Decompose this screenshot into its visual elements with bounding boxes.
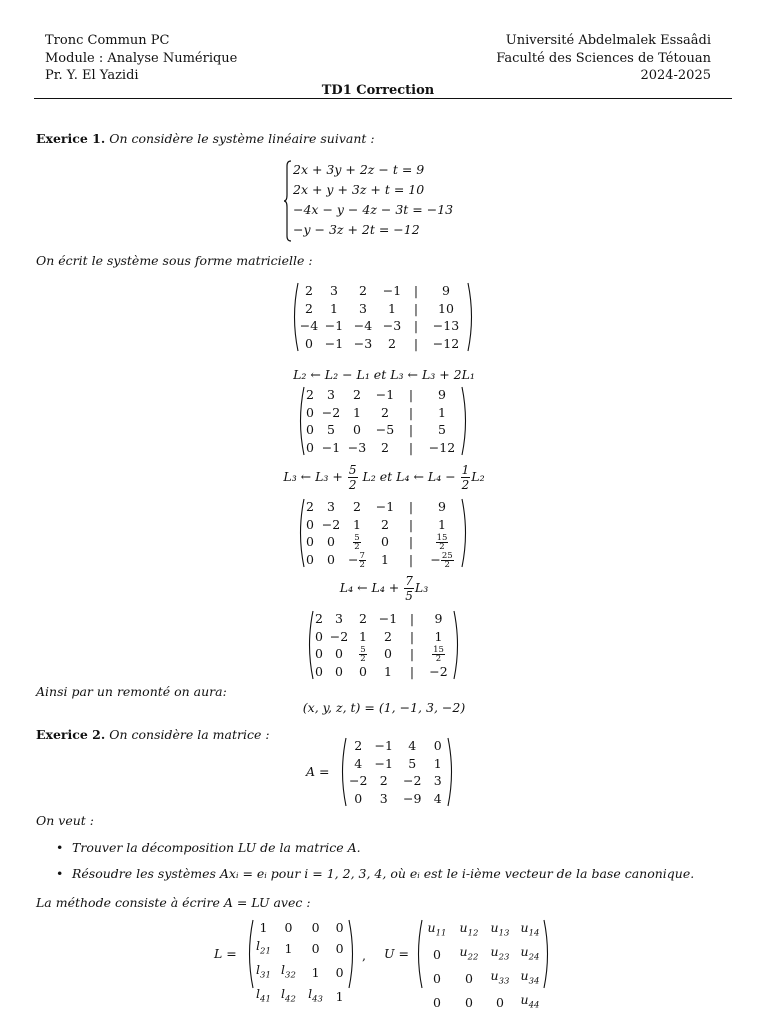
course-name: Tronc Commun PC [45,33,170,48]
exercise-2-statement [36,727,270,742]
augmented-matrix-initial: 2 3 2 −1 | 9 2 1 3 1 | 10 −4 −1 −4 −3 | −13 0 −1 −3 2 | −12 [290,282,476,352]
right-paren [447,737,456,807]
left-paren [290,282,299,352]
header-divider [34,98,732,99]
exercise-1-statement [36,131,375,146]
header-left [45,32,237,85]
matrix-A-label: A = [306,764,330,779]
left-paren [338,737,347,807]
matrix-L-label: L = [214,946,237,961]
right-paren [467,282,476,352]
header-right [496,32,711,85]
university-name: Université Abdelmalek Essaâdi [505,33,711,48]
right-paren [348,919,357,989]
solution: (x, y, z, t) = (1, −1, 3, −2) [302,700,466,715]
right-paren [461,386,470,456]
matrix-A: 2 −1 4 0 4 −1 5 1 −2 2 −2 3 0 3 −9 4 [338,737,456,807]
step-3-operations [0,572,768,604]
professor-name: Pr. Y. El Yazidi [45,68,139,83]
step-3-text-a: L₄ ← L₄ + [339,580,400,595]
step-2-text-b: L₂ et L₄ ← L₄ − [362,469,456,484]
step-2-text-c: L₂ [471,469,485,484]
matrix-U-label: U = [384,946,409,961]
step-1-operations: L₂ ← L₂ − L₁ et L₃ ← L₃ + 2L₁ [293,367,475,382]
step-2-text-a: L₃ ← L₃ + [283,469,343,484]
equation-2: 2x + y + 3z + t = 10 [293,182,425,197]
comma-separator: , [362,948,366,963]
faculty-name: Faculté des Sciences de Tétouan [496,50,711,66]
step-3-text-b: L₃ [414,580,429,595]
right-paren [543,919,552,989]
method-text: La méthode consiste à écrire A = LU avec : [36,895,311,910]
right-paren [453,610,462,680]
equation-3: −4x − y − 4z − 3t = −13 [293,202,454,217]
matrix-L: 1 0 0 0 $l_{21}$ 1 0 0 $l_{31}$ $l_{32}$ 1 0 $l_{41}$ $l_{42}$ $l_{43}$ 1 [245,919,357,989]
step-2-operations [0,461,768,493]
augmented-matrix-step-2: 2 3 2 −1 | 9 0 −2 1 2 | 1 0 0 $\frac{5}{2}$ 0 | $\frac{15}{2}$ 0 0 − $\frac{7}{2}$ 1 | − $\frac{25}{2}$ [296,498,470,568]
objective-item: • Trouver la décomposition LU de la matrice A. [48,838,694,864]
fraction-7-5: $\frac{7}{5}$ [405,574,413,603]
exercise-1-label: Exerice 1. [36,131,106,146]
objectives-intro: On veut : [36,813,94,828]
matrix-U: $u_{11}$ $u_{12}$ $u_{13}$ $u_{14}$ 0 $u_{22}$ $u_{23}$ $u_{24}$ 0 0 $u_{33}$ $u_{34}$ 0 0 0 $u_{44}$ [414,919,552,989]
matrix-form-intro: On écrit le système sous forme matricielle : [36,253,313,268]
fraction-5-2: $\frac{5}{2}$ [348,463,357,492]
exercise-2-label: Exerice 2. [36,727,106,742]
augmented-matrix-step-1: 2 3 2 −1 | 9 0 −2 1 2 | 1 0 5 0 −5 | 5 0 −1 −3 2 | −12 [296,386,470,456]
back-substitution-text: Ainsi par un remonté on aura: [36,684,227,699]
objective-item: • Résoudre les systèmes Axᵢ = eᵢ pour i = 1, 2, 3, 4, où eᵢ est le i-ième vecteur de la base canonique. [48,864,694,890]
exercise-2-intro: On considère la matrice : [109,727,270,742]
fraction-1-2: $\frac{1}{2}$ [461,463,470,492]
exercise-1-intro: On considère le système linéaire suivant : [109,131,375,146]
system-brace [283,160,293,242]
objectives-list [48,838,694,890]
academic-year: 2024-2025 [640,68,711,83]
right-paren [461,498,470,568]
page-title: TD1 Correction [321,83,435,98]
equation-1: 2x + 3y + 2z − t = 9 [293,162,425,177]
module-name: Module : Analyse Numérique [45,50,238,66]
augmented-matrix-final: 2 3 2 −1 | 9 0 −2 1 2 | 1 0 0 $\frac{5}{2}$ 0 | $\frac{15}{2}$ 0 0 0 1 | −2 [305,610,462,680]
equation-4: −y − 3z + 2t = −12 [293,222,420,237]
